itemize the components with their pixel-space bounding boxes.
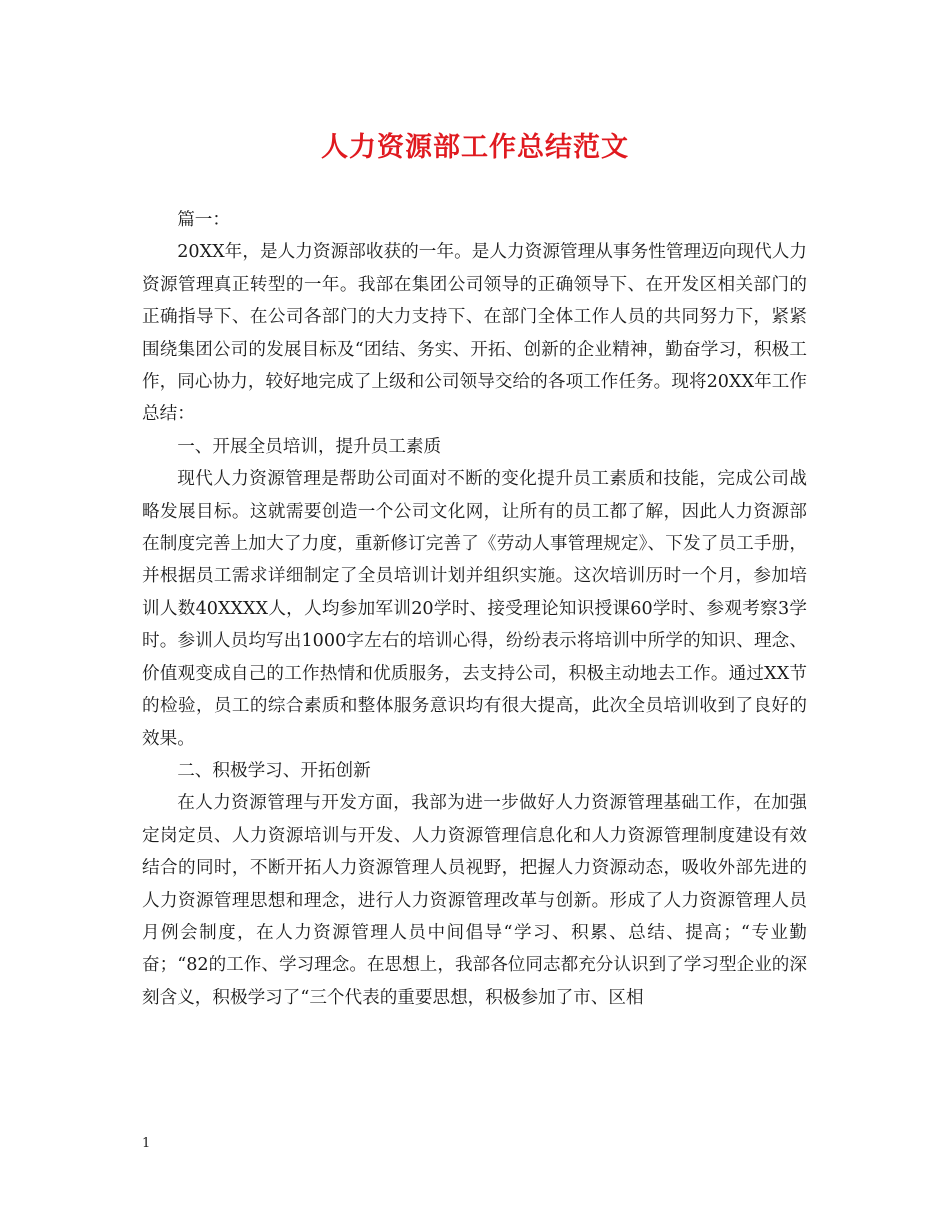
paragraph-intro: 20XX年，是人力资源部收获的一年。是人力资源管理从事务性管理迈向现代人力资源管理真正转型的一年。我部在集团公司领导的正确领导下、在开发区相关部门的正确指导下、在公司各部门的大力支持下、在部门全体工作人员的共同努力下，紧紧围绕集团公司的发展目标及“团结、务实、开拓、创新的企业精神，勤奋学习，积极工作，同心协力，较好地完成了上级和公司领导交给的各项工作任务。现将20XX年工作总结： — [142, 242, 807, 425]
page-title: 人力资源部工作总结范文 — [321, 132, 629, 163]
document-body — [142, 204, 807, 1014]
section-heading-innovation: 二、积极学习、开拓创新 — [177, 760, 371, 781]
paragraph-innovation: 在人力资源管理与开发方面，我部为进一步做好人力资源管理基础工作，在加强定岗定员、人力资源培训与开发、人力资源管理信息化和人力资源管理制度建设有效结合的同时，不断开拓人力资源管理人员视野，把握人力资源动态，吸收外部先进的人力资源管理思想和理念，进行人力资源管理改革与创新。形成了人力资源管理人员月例会制度，在人力资源管理人员中间倡导“学习、积累、总结、提高；“专业勤奋；“82的工作、学习理念。在思想上，我部各位同志都充分认识到了学习型企业的深刻含义，积极学习了“三个代表的重要思想，积极参加了市、区相 — [142, 793, 807, 1008]
paragraph-training: 现代人力资源管理是帮助公司面对不断的变化提升员工素质和技能，完成公司战略发展目标。这就需要创造一个公司文化网，让所有的员工都了解，因此人力资源部在制度完善上加大了力度，重新修订完善了《劳动人事管理规定》、下发了员工手册，并根据员工需求详细制定了全员培训计划并组织实施。这次培训历时一个月，参加培训人数40XXXX人，人均参加军训20学时、接受理论知识授课60学时、参观考察3学时。参训人员均写出1000字左右的培训心得，纷纷表示将培训中所学的知识、理念、价值观变成自己的工作热情和优质服务，去支持公司，积极主动地去工作。通过XX节的检验，员工的综合素质和整体服务意识均有很大提高，此次全员培训收到了良好的效果。 — [142, 469, 807, 749]
section-label: 篇一： — [177, 210, 230, 230]
section-heading-training: 一、开展全员培训，提升员工素质 — [177, 436, 442, 457]
page-number: 1 — [142, 1136, 151, 1151]
